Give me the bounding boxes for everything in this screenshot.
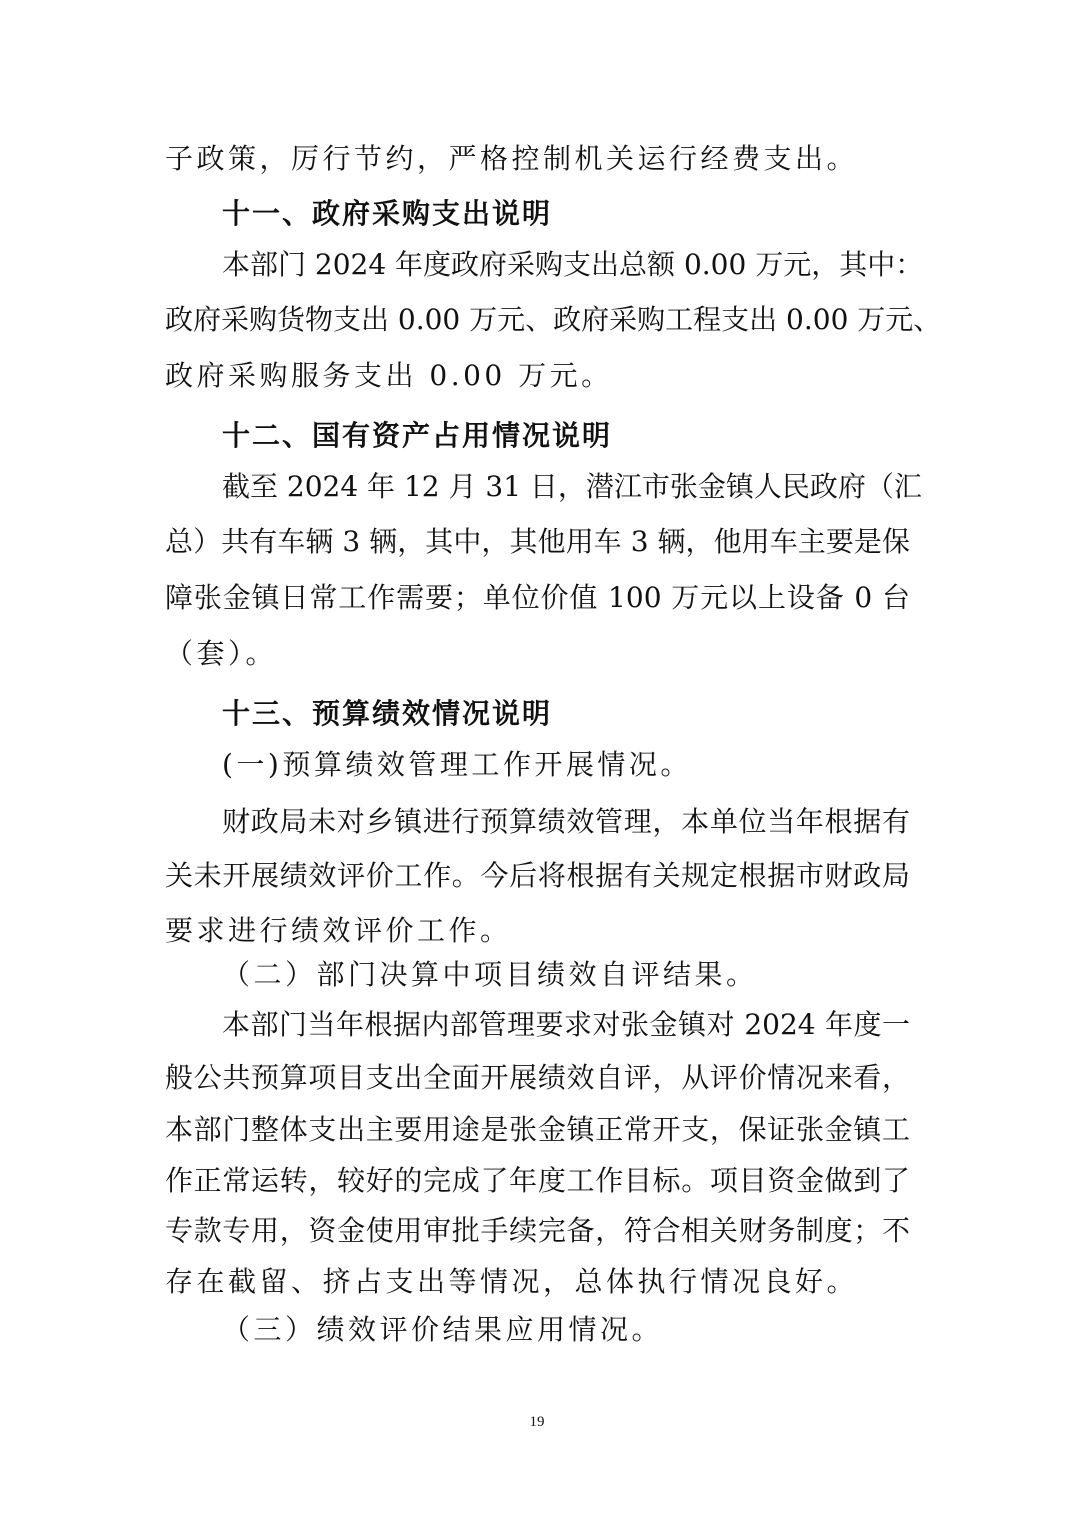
paragraph-line: 政府采购服务支出 0.00 万元。 bbox=[165, 359, 613, 392]
paragraph-line: 存在截留、挤占支出等情况，总体执行情况良好。 bbox=[165, 1265, 859, 1298]
paragraph-line: 作正常运转，较好的完成了年度工作目标。项目资金做到了 bbox=[165, 1164, 910, 1197]
paragraph-line: 关未开展绩效评价工作。今后将根据有关规定根据市财政局 bbox=[165, 859, 910, 892]
paragraph-line: 般公共预算项目支出全面开展绩效自评，从评价情况来看， bbox=[165, 1061, 910, 1094]
paragraph-line: （套）。 bbox=[165, 637, 278, 670]
paragraph-line: 总）共有车辆 3 辆，其中，其他用车 3 辆，他用车主要是保 bbox=[165, 525, 910, 558]
paragraph-line: 截至 2024 年 12 月 31 日，潜江市张金镇人民政府（汇 bbox=[222, 470, 922, 503]
subsection-heading-1: (一)预算绩效管理工作开展情况。 bbox=[222, 748, 692, 781]
paragraph-line: 财政局未对乡镇进行预算绩效管理，本单位当年根据有 bbox=[222, 805, 910, 838]
subsection-heading-3: （三）绩效评价结果应用情况。 bbox=[222, 1313, 664, 1346]
section-heading-12: 十二、国有资产占用情况说明 bbox=[222, 419, 613, 452]
paragraph-line: 本部门整体支出主要用途是张金镇正常开支，保证张金镇工 bbox=[165, 1113, 910, 1146]
paragraph-line: 政府采购货物支出 0.00 万元、政府采购工程支出 0.00 万元、 bbox=[165, 303, 942, 336]
section-heading-13: 十三、预算绩效情况说明 bbox=[222, 697, 553, 730]
paragraph-line: 专款专用，资金使用审批手续完备，符合相关财务制度；不 bbox=[165, 1214, 910, 1247]
paragraph-line: 障张金镇日常工作需要；单位价值 100 万元以上设备 0 台 bbox=[165, 581, 910, 614]
paragraph-line: 子政策，厉行节约，严格控制机关运行经费支出。 bbox=[165, 142, 859, 175]
subsection-heading-2: （二）部门决算中项目绩效自评结果。 bbox=[222, 958, 758, 991]
paragraph-line: 本部门当年根据内部管理要求对张金镇对 2024 年度一 bbox=[222, 1008, 910, 1041]
page-number: 19 bbox=[529, 1414, 545, 1430]
paragraph-line: 要求进行绩效评价工作。 bbox=[165, 914, 512, 947]
paragraph-line: 本部门 2024 年度政府采购支出总额 0.00 万元，其中： bbox=[222, 248, 924, 281]
section-heading-11: 十一、政府采购支出说明 bbox=[222, 197, 553, 230]
